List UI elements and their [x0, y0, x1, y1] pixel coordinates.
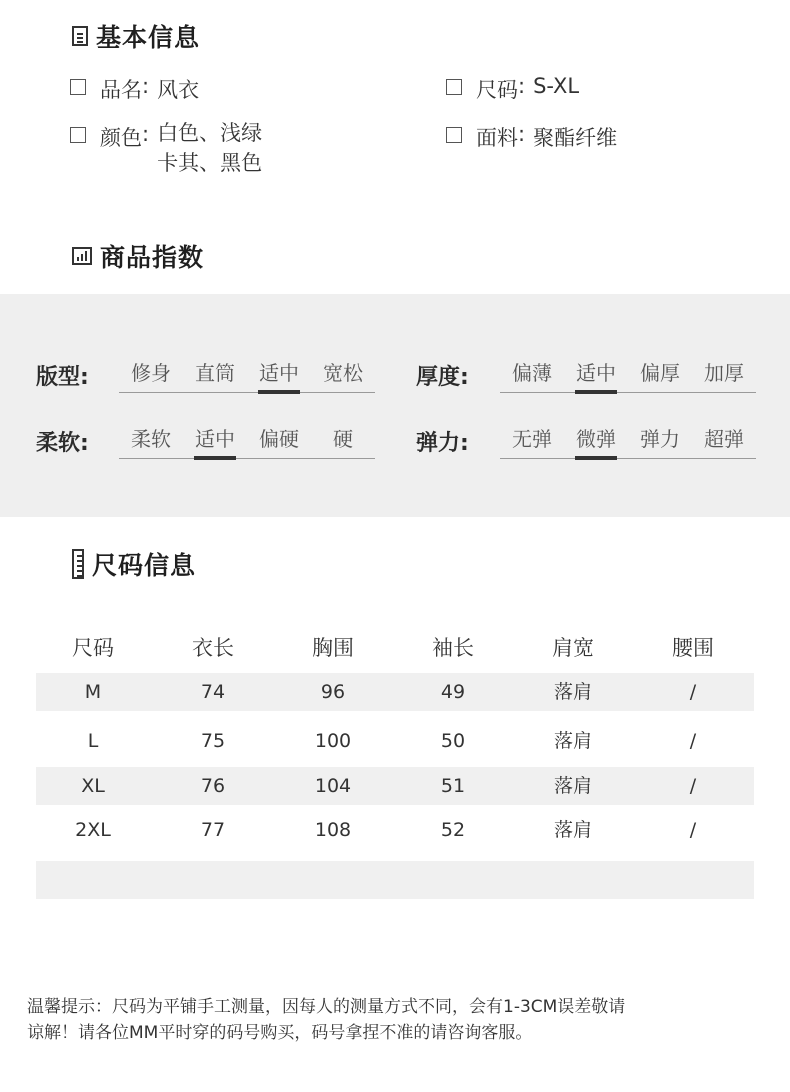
colon: :	[142, 122, 150, 146]
color-value-line1: 白色、浅绿	[157, 121, 263, 145]
size-header	[72, 546, 196, 582]
table-cell: 104	[314, 775, 352, 797]
index-scale-softness	[119, 426, 375, 459]
info-name	[70, 74, 199, 104]
table-cell: /	[689, 819, 697, 841]
table-cell: 2XL	[75, 819, 111, 841]
table-cell: /	[689, 681, 697, 703]
index-option: 修身	[131, 361, 171, 385]
note-line1: 温馨提示：尺码为平铺手工测量，因每人的测量方式不同，会有1-3CM误差敬请	[27, 997, 626, 1017]
index-option: 硬	[333, 427, 353, 451]
index-option: 微弹	[564, 426, 628, 458]
info-size	[446, 74, 579, 104]
colon: :	[518, 122, 526, 146]
info-fabric	[446, 122, 617, 152]
col-header-shoulder: 肩宽	[552, 636, 594, 660]
basic-info-title: 基本信息	[96, 23, 201, 52]
table-row-empty	[36, 861, 754, 899]
color-label: 颜色	[100, 126, 142, 150]
bar-chart-icon	[72, 247, 92, 265]
table-cell: 77	[200, 819, 226, 841]
col-header-chest: 胸围	[312, 636, 354, 660]
size-value: S-XL	[533, 74, 580, 98]
col-header-sleeve: 袖长	[432, 636, 474, 660]
index-option: 直筒	[195, 361, 235, 385]
table-cell: M	[84, 681, 102, 703]
color-values	[157, 118, 262, 178]
index-option: 无弹	[512, 427, 552, 451]
table-cell: 51	[440, 775, 466, 797]
index-option: 偏薄	[512, 361, 552, 385]
table-cell: 落肩	[553, 730, 592, 752]
index-option: 宽松	[323, 361, 363, 385]
index-header	[72, 238, 204, 274]
table-row	[36, 767, 754, 805]
index-panel	[0, 294, 790, 517]
index-label-softness: 柔软:	[36, 431, 89, 456]
index-label-elasticity: 弹力:	[416, 431, 469, 456]
col-header-size: 尺码	[72, 636, 114, 660]
table-row	[36, 722, 754, 760]
index-scale-fit	[119, 360, 375, 393]
index-scale-thickness	[500, 360, 756, 393]
name-value: 风衣	[157, 78, 200, 102]
index-option: 柔软	[131, 427, 171, 451]
index-option: 适中	[183, 426, 247, 458]
table-cell: L	[87, 730, 99, 752]
ruler-icon	[72, 549, 84, 579]
table-cell: 96	[320, 681, 346, 703]
checkbox-icon	[70, 127, 86, 143]
table-cell: 落肩	[553, 819, 592, 841]
checkbox-icon	[446, 127, 462, 143]
size-label: 尺码	[476, 78, 518, 102]
index-option: 弹力	[640, 427, 680, 451]
col-header-waist: 腰围	[672, 636, 714, 660]
fabric-value: 聚酯纤维	[533, 126, 618, 150]
index-option: 偏硬	[259, 427, 299, 451]
colon: :	[518, 74, 526, 98]
document-icon	[72, 26, 88, 46]
table-cell: 52	[440, 819, 466, 841]
table-cell: 落肩	[553, 681, 592, 703]
size-note	[27, 994, 767, 1046]
checkbox-icon	[70, 79, 86, 95]
table-cell: 100	[314, 730, 352, 752]
fabric-label: 面料	[476, 126, 518, 150]
index-option: 超弹	[704, 427, 744, 451]
table-cell: 75	[200, 730, 226, 752]
table-cell: 74	[200, 681, 226, 703]
note-line2: 谅解！请各位MM平时穿的码号购买，码号拿捏不准的请咨询客服。	[27, 1023, 533, 1043]
index-option: 偏厚	[640, 361, 680, 385]
index-option: 加厚	[704, 361, 744, 385]
checkbox-icon	[446, 79, 462, 95]
table-cell: 108	[314, 819, 352, 841]
col-header-length: 衣长	[192, 636, 234, 660]
index-option: 适中	[247, 360, 311, 392]
index-label-thickness: 厚度:	[416, 365, 469, 390]
index-label-fit: 版型:	[36, 365, 89, 390]
table-cell: 49	[440, 681, 466, 703]
size-title: 尺码信息	[92, 551, 197, 580]
info-color	[70, 122, 262, 178]
basic-info-header	[72, 18, 200, 54]
table-cell: 落肩	[553, 775, 592, 797]
table-cell: 50	[440, 730, 466, 752]
table-cell: /	[689, 775, 697, 797]
index-scale-elasticity	[500, 426, 756, 459]
index-title: 商品指数	[100, 243, 205, 272]
table-row	[36, 811, 754, 849]
colon: :	[142, 74, 150, 98]
table-cell: XL	[81, 775, 105, 797]
table-cell: 76	[200, 775, 226, 797]
name-label: 品名	[100, 78, 142, 102]
index-option: 适中	[564, 360, 628, 392]
color-value-line2: 卡其、黑色	[157, 151, 263, 175]
table-cell: /	[689, 730, 697, 752]
table-row	[36, 673, 754, 711]
